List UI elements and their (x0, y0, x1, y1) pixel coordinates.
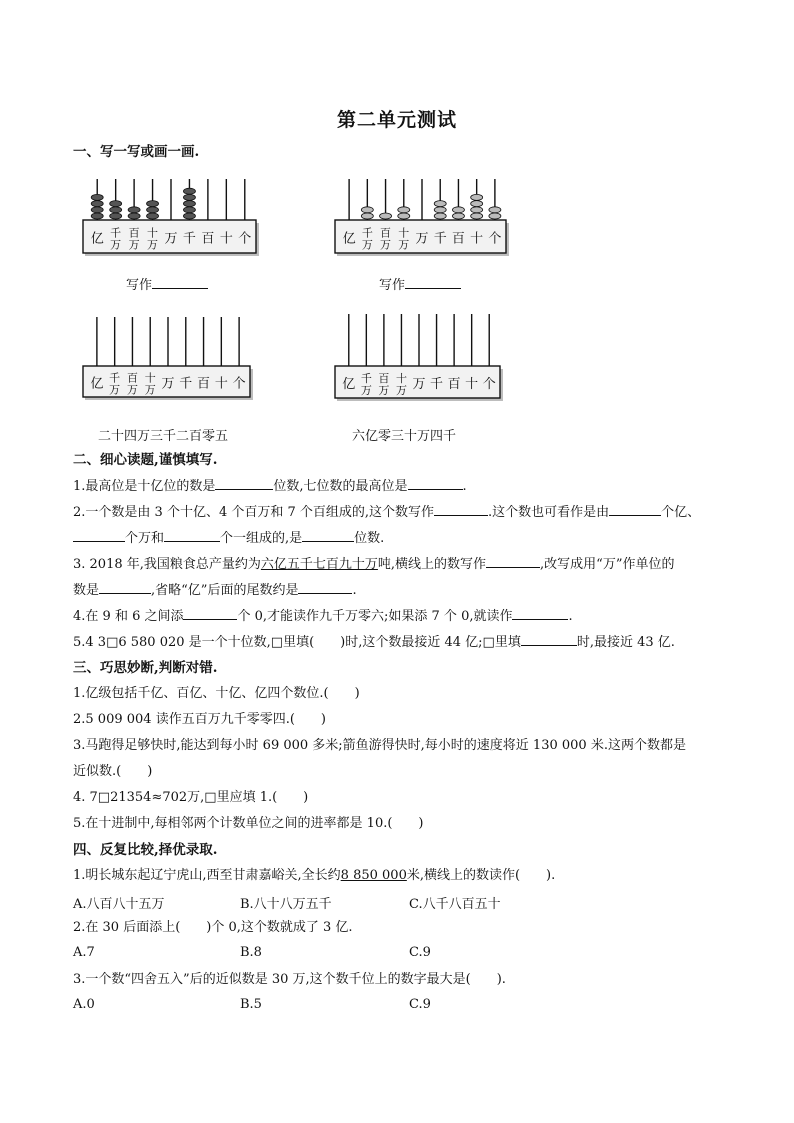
part2-q5-text-a: 5.4 3□6 580 020 是一个十位数,□里填( )时,这个数最接近 44 亿;□里填 (73, 635, 521, 650)
part4-q1-option-c[interactable]: C.八千八百五十 (409, 897, 501, 912)
part4-q2-option-b[interactable]: B.8 (240, 945, 262, 960)
abacus-label: 万 (378, 384, 390, 397)
abacus-bead (489, 207, 501, 213)
abacus-bead (471, 213, 483, 219)
abacus-label: 千 (110, 226, 122, 240)
abacus-bead (361, 207, 373, 213)
part2-q2-text-e: 个一组成的,是 (220, 531, 303, 546)
abacus-2-caption (379, 274, 461, 293)
abacus-bead (471, 207, 483, 213)
part2-q2-blank-2[interactable] (609, 503, 661, 516)
part2-q1-blank-1[interactable] (215, 477, 273, 490)
part2-q2-blank-1[interactable] (434, 503, 488, 516)
part2-q4-blank-1[interactable] (183, 607, 237, 620)
abacus-bead (147, 201, 159, 207)
section-1-heading: 一、写一写或画一画. (73, 144, 200, 160)
abacus-label: 十 (465, 377, 479, 392)
abacus-3 (82, 315, 254, 401)
part2-q2-blank-3[interactable] (73, 529, 125, 542)
part4-q1-underlined-number: 8 850 000 (340, 868, 407, 883)
abacus-bead (452, 207, 464, 213)
abacus-label: 百 (126, 371, 138, 385)
abacus-2-figure (334, 175, 510, 257)
abacus-label: 个 (482, 377, 496, 392)
abacus-label: 个 (488, 231, 502, 247)
section-4-heading: 四、反复比较,择优录取. (73, 842, 218, 858)
abacus-label: 万 (398, 238, 410, 252)
abacus-label: 亿 (90, 376, 104, 392)
abacus-label: 百 (197, 376, 211, 392)
abacus-3-figure[interactable] (82, 315, 254, 401)
part3-q5[interactable]: 5.在十进制中,每相邻两个计数单位之间的进率都是 10.( ) (73, 816, 424, 831)
abacus-label: 千 (109, 371, 121, 385)
part2-q2-text-f: 位数. (354, 531, 385, 546)
part4-q2-option-a[interactable]: A.7 (73, 945, 95, 960)
part2-q3-text-e: ,省略“亿”后面的尾数约是 (151, 583, 299, 598)
page-title: 第二单元测试 (336, 109, 457, 131)
abacus-bead (380, 213, 392, 219)
abacus-label: 十 (144, 371, 156, 385)
abacus-bead (452, 213, 464, 219)
abacus-bead (489, 213, 501, 219)
part2-q1 (73, 477, 467, 496)
abacus-1-answer-blank[interactable] (152, 276, 208, 289)
abacus-label: 万 (109, 383, 121, 397)
abacus-label: 万 (147, 238, 159, 252)
part4-q1-option-b[interactable]: B.八十八万五千 (240, 897, 332, 912)
abacus-label: 亿 (342, 231, 356, 247)
abacus-bead (398, 213, 410, 219)
abacus-label: 万 (144, 383, 156, 397)
abacus-label: 十 (398, 226, 410, 240)
abacus-label: 千 (179, 376, 193, 392)
part2-q4-text-a: 4.在 9 和 6 之间添 (73, 609, 184, 624)
abacus-3-caption: 二十四万三千二百零五 (98, 429, 229, 444)
abacus-label: 万 (126, 383, 138, 397)
abacus-bead (91, 207, 103, 213)
abacus-label: 百 (451, 231, 465, 247)
abacus-bead (91, 213, 103, 219)
abacus-label: 千 (360, 372, 372, 385)
part3-q3-line2[interactable]: 近似数.( ) (73, 764, 153, 779)
abacus-label: 十 (214, 376, 228, 392)
part2-q3-blank-1[interactable] (486, 555, 540, 568)
abacus-bead (128, 213, 140, 219)
part2-q3-text-d: 数是 (73, 583, 100, 598)
part3-q1[interactable]: 1.亿级包括千亿、百亿、十亿、亿四个数位.( ) (73, 686, 360, 701)
abacus-label: 亿 (90, 231, 104, 247)
part2-q5 (73, 633, 675, 652)
abacus-label: 万 (412, 377, 426, 392)
abacus-label: 万 (380, 238, 392, 252)
abacus-label: 万 (415, 231, 429, 247)
abacus-bead (91, 201, 103, 207)
abacus-label: 个 (238, 231, 252, 247)
abacus-label: 亿 (342, 377, 356, 392)
abacus-bead (434, 213, 446, 219)
part4-q1 (73, 867, 555, 885)
abacus-label: 万 (161, 376, 175, 392)
part2-q3-line2 (73, 581, 357, 600)
part2-q5-blank-1[interactable] (521, 633, 577, 646)
abacus-label: 百 (201, 231, 215, 247)
abacus-2-caption-text: 写作 (379, 278, 406, 293)
abacus-label: 十 (219, 231, 233, 247)
part3-q4[interactable]: 4. 7□21354≈702万,□里应填 1.( ) (73, 790, 309, 805)
abacus-bead (183, 213, 195, 219)
abacus-1-caption (126, 274, 208, 293)
part2-q1-text-c: . (462, 479, 467, 494)
part2-q3-text-b: 吨,横线上的数写作 (377, 557, 487, 572)
abacus-label: 万 (395, 384, 407, 397)
part2-q4 (73, 607, 573, 626)
part2-q3-underlined-number: 六亿五千七百九十万 (260, 557, 378, 572)
abacus-label: 百 (447, 377, 461, 392)
abacus-label: 千 (361, 226, 373, 240)
part2-q3-blank-2[interactable] (99, 581, 151, 594)
abacus-bead (434, 207, 446, 213)
part2-q5-text-b: 时,最接近 43 亿. (576, 635, 675, 650)
part4-q1-text-a: 1.明长城东起辽宁虎山,西至甘肃嘉峪关,全长约 (73, 868, 341, 883)
abacus-label: 千 (182, 231, 196, 247)
abacus-bead (147, 213, 159, 219)
part4-q2: 2.在 30 后面添上( )个 0,这个数就成了 3 亿. (73, 920, 353, 935)
part2-q3-blank-3[interactable] (298, 581, 352, 594)
part2-q3-text-a: 3. 2018 年,我国粮食总产量约为 (73, 557, 261, 572)
abacus-bead (361, 213, 373, 219)
part4-q2-option-c[interactable]: C.9 (409, 945, 431, 960)
part2-q2-text-b: .这个数也可看作是由 (488, 505, 610, 520)
abacus-label: 十 (470, 231, 484, 247)
part2-q1-text-b: 位数,七位数的最高位是 (273, 479, 408, 494)
abacus-4 (334, 312, 504, 402)
abacus-label: 千 (430, 377, 444, 392)
abacus-2 (334, 175, 510, 257)
abacus-bead (183, 207, 195, 213)
section-3-heading: 三、巧思妙断,判断对错. (73, 660, 218, 676)
part2-q1-text-a: 1.最高位是十亿位的数是 (73, 479, 216, 494)
part2-q4-text-c: . (568, 609, 573, 624)
abacus-bead (147, 207, 159, 213)
abacus-label: 百 (128, 226, 140, 240)
section-2-heading: 二、细心读题,谨慎填写. (73, 452, 218, 468)
abacus-label: 百 (380, 226, 392, 240)
abacus-1-caption-text: 写作 (126, 278, 153, 293)
part2-q4-text-b: 个 0,才能读作九千万零六;如果添 7 个 0,就读作 (237, 609, 513, 624)
part2-q2-text-a: 2.一个数是由 3 个十亿、4 个百万和 7 个百组成的,这个数写作 (73, 505, 435, 520)
part2-q3-text-c: ,改写成用“万”作单位的 (540, 557, 675, 572)
part2-q2-text-c: 个亿、 (661, 505, 701, 520)
part2-q3-text-f: . (352, 583, 357, 598)
abacus-label: 万 (360, 384, 372, 397)
part2-q2-blank-5[interactable] (302, 529, 354, 542)
abacus-label: 十 (395, 372, 407, 385)
abacus-bead (471, 201, 483, 207)
part4-q1-text-b: 米,横线上的数读作( ). (406, 868, 556, 883)
abacus-4-figure[interactable] (334, 312, 504, 402)
abacus-label: 万 (128, 238, 140, 252)
abacus-bead (91, 194, 103, 200)
abacus-bead (398, 207, 410, 213)
abacus-label: 万 (361, 238, 373, 252)
part4-q3-option-c[interactable]: C.9 (409, 997, 431, 1012)
abacus-bead (434, 201, 446, 207)
abacus-label: 百 (378, 372, 390, 385)
part2-q2-line1 (73, 503, 700, 522)
abacus-bead (110, 201, 122, 207)
abacus-bead (183, 201, 195, 207)
abacus-label: 十 (147, 226, 159, 240)
part4-q3: 3.一个数“四舍五入”后的近似数是 30 万,这个数千位上的数字最大是( ). (73, 972, 506, 987)
abacus-label: 个 (232, 376, 246, 392)
part2-q4-blank-2[interactable] (512, 607, 568, 620)
abacus-label: 万 (164, 231, 178, 247)
abacus-bead (110, 207, 122, 213)
abacus-bead (110, 213, 122, 219)
abacus-label: 千 (433, 231, 447, 247)
abacus-bead (128, 207, 140, 213)
part3-q3-line1: 3.马跑得足够快时,能达到每小时 69 000 多米;箭鱼游得快时,每小时的速度将近 130 000 米.这两个数都是 (73, 738, 686, 753)
part2-q3-line1 (73, 555, 674, 574)
abacus-1 (82, 175, 260, 257)
abacus-bead (183, 188, 195, 194)
abacus-bead (471, 194, 483, 200)
part4-q1-option-a[interactable]: A.八百八十五万 (73, 897, 165, 912)
abacus-bead (183, 194, 195, 200)
part4-q3-option-b[interactable]: B.5 (240, 997, 262, 1012)
part2-q2-blank-4[interactable] (164, 529, 220, 542)
part2-q2-text-d: 个万和 (125, 531, 165, 546)
abacus-label: 万 (110, 238, 122, 252)
part2-q1-blank-2[interactable] (408, 477, 463, 490)
part3-q2[interactable]: 2.5 009 004 读作五百万九千零零四.( ) (73, 712, 326, 727)
part4-q3-option-a[interactable]: A.0 (73, 997, 95, 1012)
abacus-4-caption: 六亿零三十万四千 (352, 429, 457, 444)
abacus-1-figure (82, 175, 260, 257)
abacus-2-answer-blank[interactable] (405, 276, 461, 289)
part2-q2-line2 (73, 529, 384, 548)
